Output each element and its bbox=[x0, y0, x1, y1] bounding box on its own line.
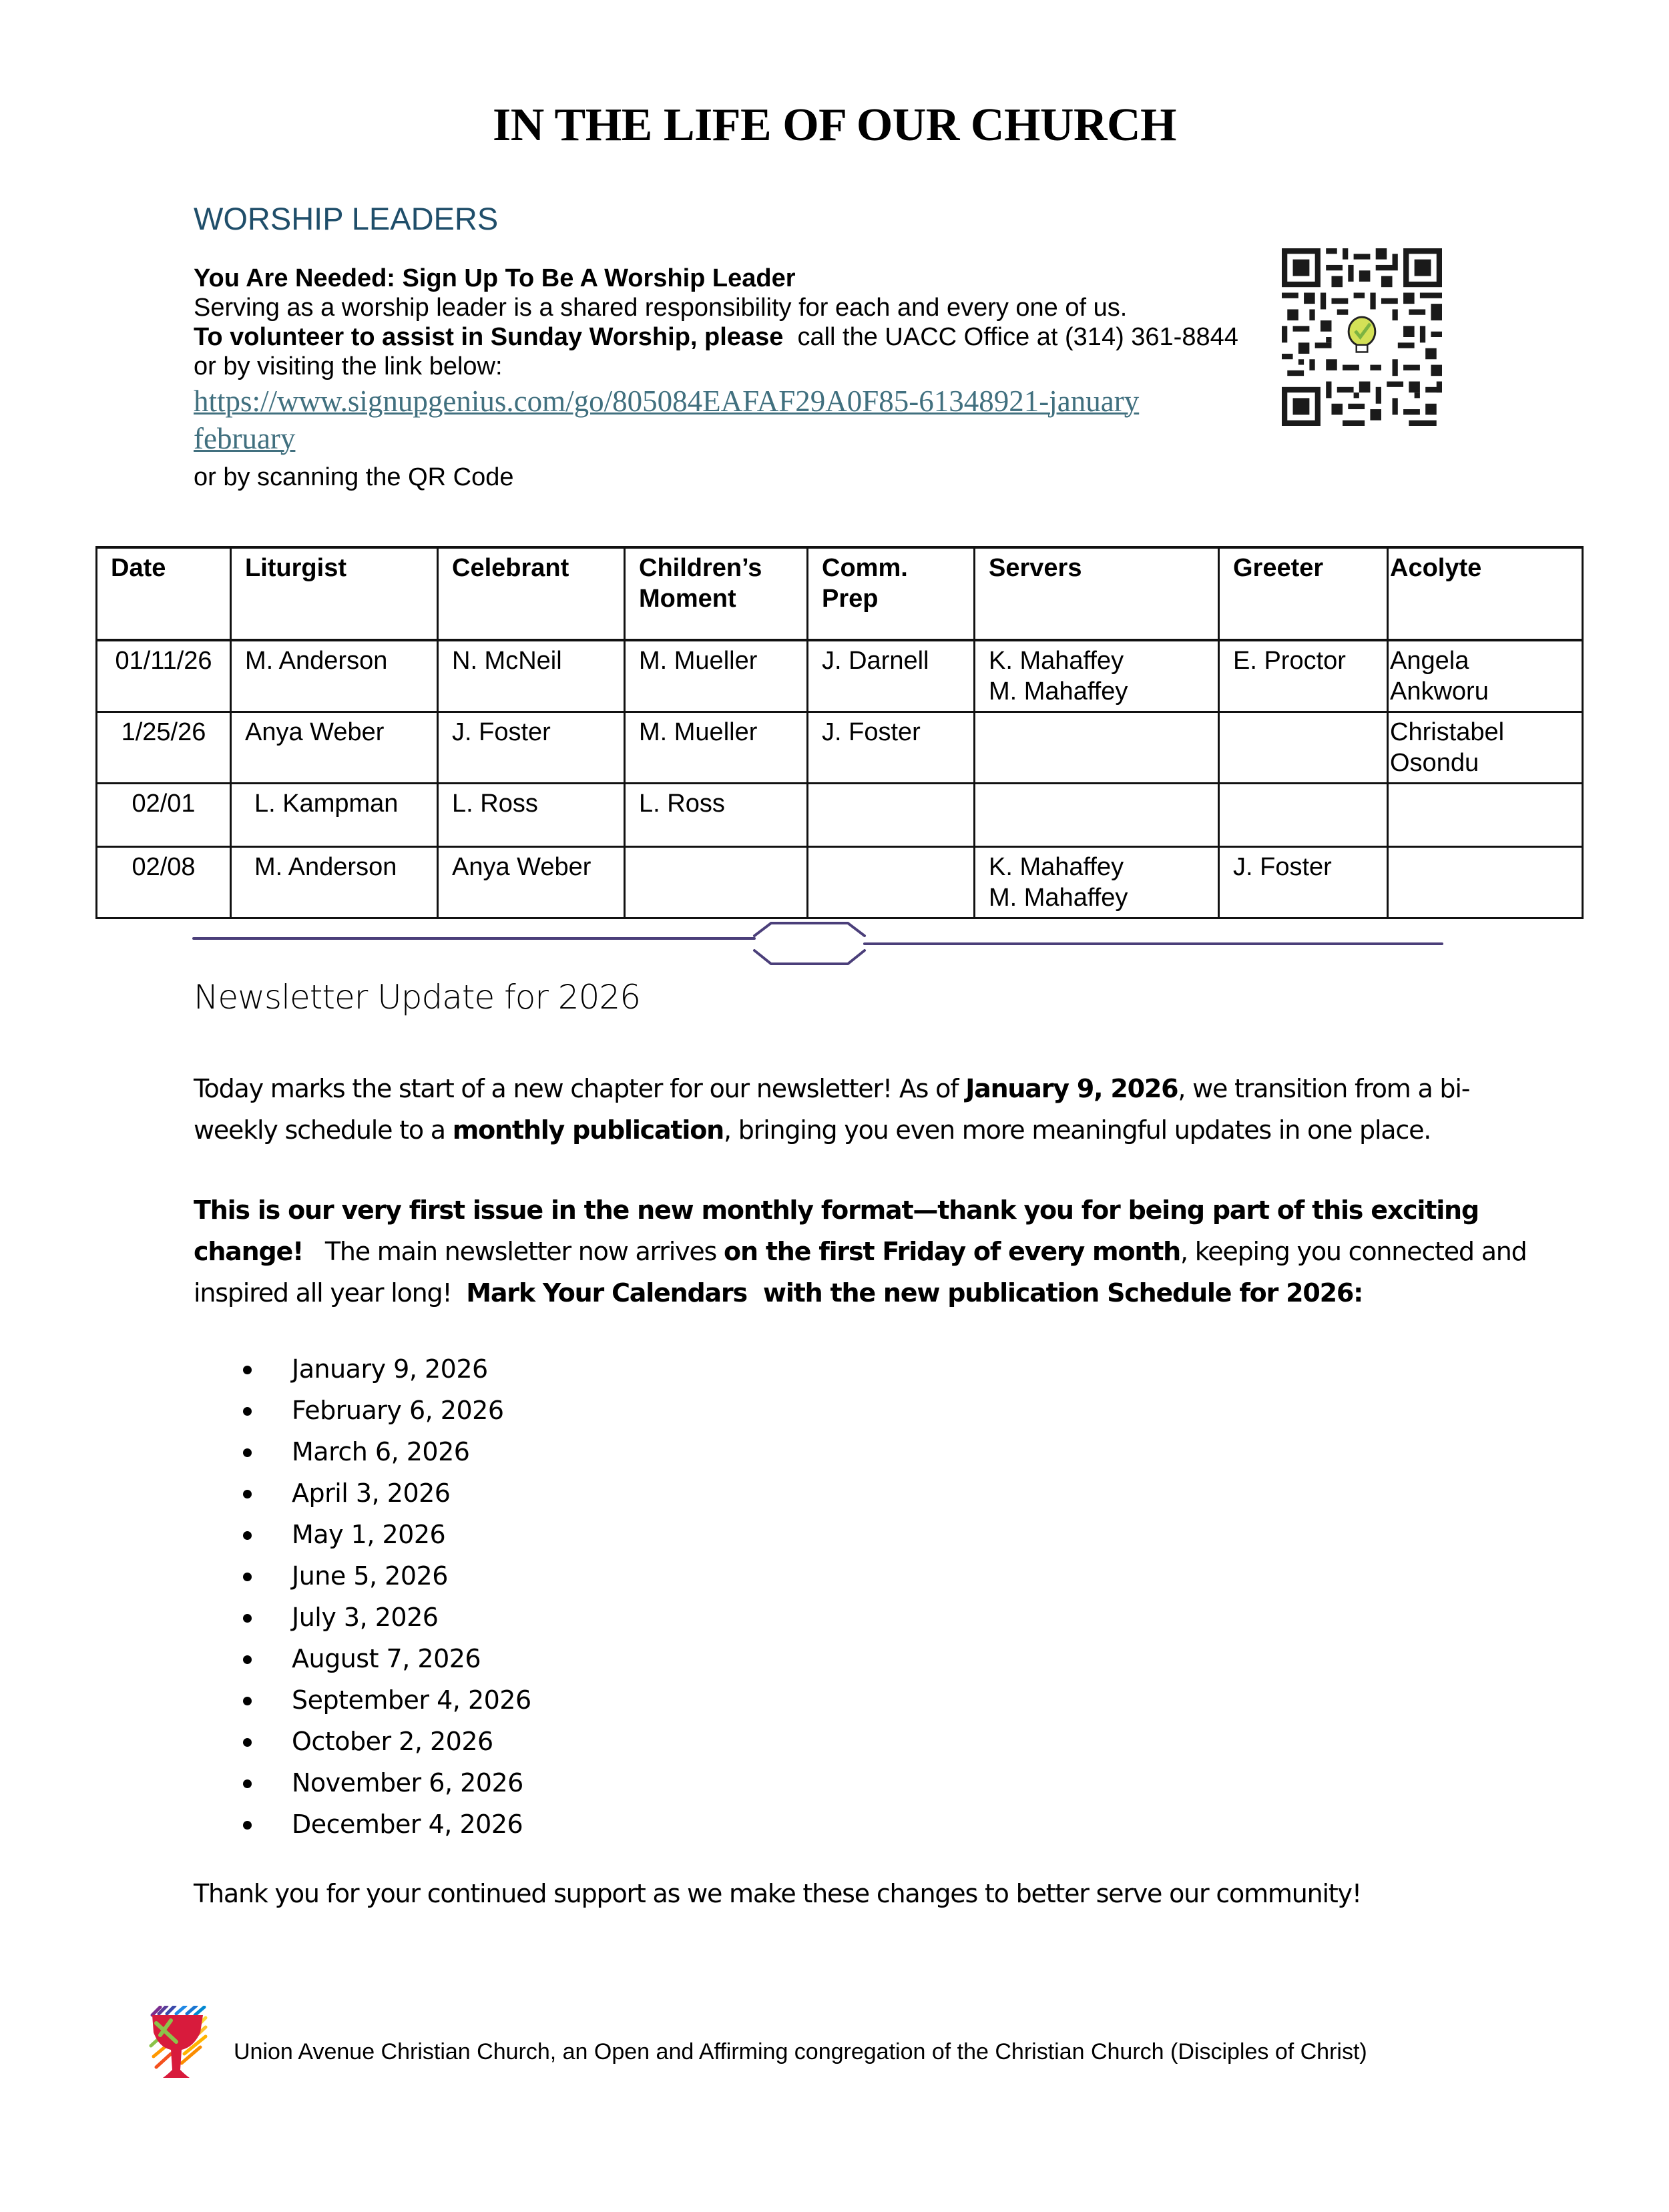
date-text: January 9, 2026 bbox=[292, 1354, 488, 1384]
date-text: September 4, 2026 bbox=[292, 1685, 531, 1715]
list-item bbox=[194, 1721, 531, 1762]
bullet-icon bbox=[243, 1614, 252, 1623]
text: The main newsletter now arrives bbox=[303, 1237, 724, 1266]
cell-greeter bbox=[1219, 712, 1388, 784]
cell-childrens-moment: M. Mueller bbox=[625, 712, 808, 784]
bullet-icon bbox=[243, 1407, 252, 1416]
volunteer-bold-text: To volunteer to assist in Sunday Worship, please bbox=[194, 323, 784, 351]
acolyte-name: Christabel bbox=[1390, 718, 1505, 746]
cell-acolyte bbox=[1388, 712, 1583, 784]
cell-servers bbox=[975, 784, 1219, 847]
newsletter-paragraph-1 bbox=[194, 1068, 1542, 1151]
worship-leaders-heading: WORSHIP LEADERS bbox=[194, 201, 499, 236]
server-name: K. Mahaffey bbox=[989, 647, 1124, 675]
bullet-icon bbox=[243, 1738, 252, 1747]
bullet-icon bbox=[243, 1697, 252, 1705]
monthly-publication: monthly publication bbox=[452, 1115, 724, 1145]
date-text: February 6, 2026 bbox=[292, 1396, 504, 1425]
worship-schedule-table bbox=[95, 546, 1584, 919]
date-text: October 2, 2026 bbox=[292, 1727, 493, 1756]
cell-greeter: J. Foster bbox=[1219, 847, 1388, 918]
bullet-icon bbox=[243, 1490, 252, 1498]
cell-greeter bbox=[1219, 784, 1388, 847]
date-text: June 5, 2026 bbox=[292, 1561, 448, 1591]
table-row bbox=[97, 784, 1583, 847]
newsletter-paragraph-2 bbox=[194, 1189, 1542, 1314]
qr-code-icon bbox=[1282, 248, 1442, 426]
list-item bbox=[194, 1514, 531, 1555]
cell-celebrant: J. Foster bbox=[438, 712, 625, 784]
header-comm-prep: Comm. Prep bbox=[808, 547, 975, 640]
list-item bbox=[194, 1555, 531, 1597]
qr-instruction: or by scanning the QR Code bbox=[194, 463, 514, 491]
intro-line: Serving as a worship leader is a shared responsibility for each and every one of us. bbox=[194, 294, 1128, 322]
volunteer-line bbox=[194, 322, 1248, 381]
signup-link[interactable]: https://www.signupgenius.com/go/805084EAFAF29A0F85-61348921-januaryfebruary bbox=[194, 384, 1140, 455]
cell-greeter: E. Proctor bbox=[1219, 640, 1388, 712]
cell-celebrant: N. McNeil bbox=[438, 640, 625, 712]
header-liturgist: Liturgist bbox=[231, 547, 438, 640]
date-text: April 3, 2026 bbox=[292, 1478, 451, 1508]
header-servers: Servers bbox=[975, 547, 1219, 640]
first-issue-note: This is our very first issue in the new monthly format—thank you for being part of this exciting change! bbox=[194, 1195, 1479, 1266]
cell-comm-prep: J. Foster bbox=[808, 712, 975, 784]
closing-message: Thank you for your continued support as we make these changes to better serve our community! bbox=[194, 1879, 1361, 1908]
footer-text: Union Avenue Christian Church, an Open and Affirming congregation of the Christian Church (Disciples of Christ) bbox=[234, 2039, 1367, 2064]
header-childrens-moment: Children’s Moment bbox=[625, 547, 808, 640]
start-date: January 9, 2026 bbox=[965, 1074, 1178, 1103]
bullet-icon bbox=[243, 1821, 252, 1830]
bullet-icon bbox=[243, 1573, 252, 1581]
list-item bbox=[194, 1431, 531, 1472]
cell-date: 1/25/26 bbox=[97, 712, 231, 784]
server-name: M. Mahaffey bbox=[989, 884, 1128, 912]
cell-date: 02/01 bbox=[97, 784, 231, 847]
date-text: August 7, 2026 bbox=[292, 1644, 481, 1673]
cell-date: 01/11/26 bbox=[97, 640, 231, 712]
server-name: M. Mahaffey bbox=[989, 677, 1128, 706]
text: , keeping you connected and inspired all year long! bbox=[194, 1237, 1534, 1308]
signup-subheading: You Are Needed: Sign Up To Be A Worship Leader bbox=[194, 264, 796, 292]
list-item bbox=[194, 1390, 531, 1431]
date-text: May 1, 2026 bbox=[292, 1520, 446, 1549]
date-text: March 6, 2026 bbox=[292, 1437, 470, 1466]
header-acolyte: Acolyte bbox=[1388, 547, 1583, 640]
header-celebrant: Celebrant bbox=[438, 547, 625, 640]
header-date: Date bbox=[97, 547, 231, 640]
cell-acolyte bbox=[1388, 784, 1583, 847]
newsletter-title: Newsletter Update for 2026 bbox=[194, 978, 641, 1017]
list-item bbox=[194, 1638, 531, 1679]
date-text: December 4, 2026 bbox=[292, 1810, 523, 1839]
cell-childrens-moment: L. Ross bbox=[625, 784, 808, 847]
cell-liturgist: M. Anderson bbox=[231, 847, 438, 918]
list-item bbox=[194, 1679, 531, 1721]
bullet-icon bbox=[243, 1448, 252, 1457]
acolyte-name: Angela bbox=[1390, 647, 1469, 675]
chalice-logo-icon bbox=[147, 2006, 208, 2079]
bullet-icon bbox=[243, 1655, 252, 1664]
cell-celebrant: Anya Weber bbox=[438, 847, 625, 918]
table-header-row bbox=[97, 547, 1583, 640]
cell-liturgist: Anya Weber bbox=[231, 712, 438, 784]
acolyte-name: Osondu bbox=[1390, 749, 1479, 777]
date-text: November 6, 2026 bbox=[292, 1768, 523, 1798]
cell-date: 02/08 bbox=[97, 847, 231, 918]
page-title: IN THE LIFE OF OUR CHURCH bbox=[493, 99, 1176, 151]
publication-dates-list bbox=[194, 1348, 531, 1845]
date-text: July 3, 2026 bbox=[292, 1603, 439, 1632]
cell-celebrant: L. Ross bbox=[438, 784, 625, 847]
list-item bbox=[194, 1597, 531, 1638]
list-item bbox=[194, 1348, 531, 1390]
calendar-callout: Mark Your Calendars with the new publication Schedule for 2026: bbox=[466, 1278, 1363, 1308]
acolyte-name: Ankworu bbox=[1390, 677, 1489, 706]
cell-comm-prep: J. Darnell bbox=[808, 640, 975, 712]
list-item bbox=[194, 1762, 531, 1804]
text: , bringing you even more meaningful updates in one place. bbox=[723, 1115, 1431, 1145]
cell-servers bbox=[975, 712, 1219, 784]
cell-acolyte bbox=[1388, 640, 1583, 712]
bullet-icon bbox=[243, 1779, 252, 1788]
text: , we transition from a bi-weekly schedule to a bbox=[194, 1074, 1470, 1145]
first-friday: on the first Friday of every month bbox=[724, 1237, 1181, 1266]
text: Today marks the start of a new chapter for our newsletter! As of bbox=[194, 1074, 966, 1103]
worship-leaders-intro bbox=[194, 264, 1248, 492]
table-row bbox=[97, 640, 1583, 712]
list-item bbox=[194, 1472, 531, 1514]
bullet-icon bbox=[243, 1531, 252, 1540]
cell-comm-prep bbox=[808, 784, 975, 847]
cell-liturgist: L. Kampman bbox=[231, 784, 438, 847]
bullet-icon bbox=[243, 1366, 252, 1374]
newsletter-body bbox=[194, 1068, 1542, 1352]
volunteer-contact-text: call the UACC Office at (314) 361-8844 or by visiting the link below: bbox=[194, 323, 1246, 380]
list-item bbox=[194, 1804, 531, 1845]
cell-liturgist: M. Anderson bbox=[231, 640, 438, 712]
cell-servers bbox=[975, 640, 1219, 712]
header-greeter: Greeter bbox=[1219, 547, 1388, 640]
table-row bbox=[97, 712, 1583, 784]
server-name: K. Mahaffey bbox=[989, 853, 1124, 881]
hexagon-divider bbox=[0, 908, 1669, 981]
cell-childrens-moment: M. Mueller bbox=[625, 640, 808, 712]
